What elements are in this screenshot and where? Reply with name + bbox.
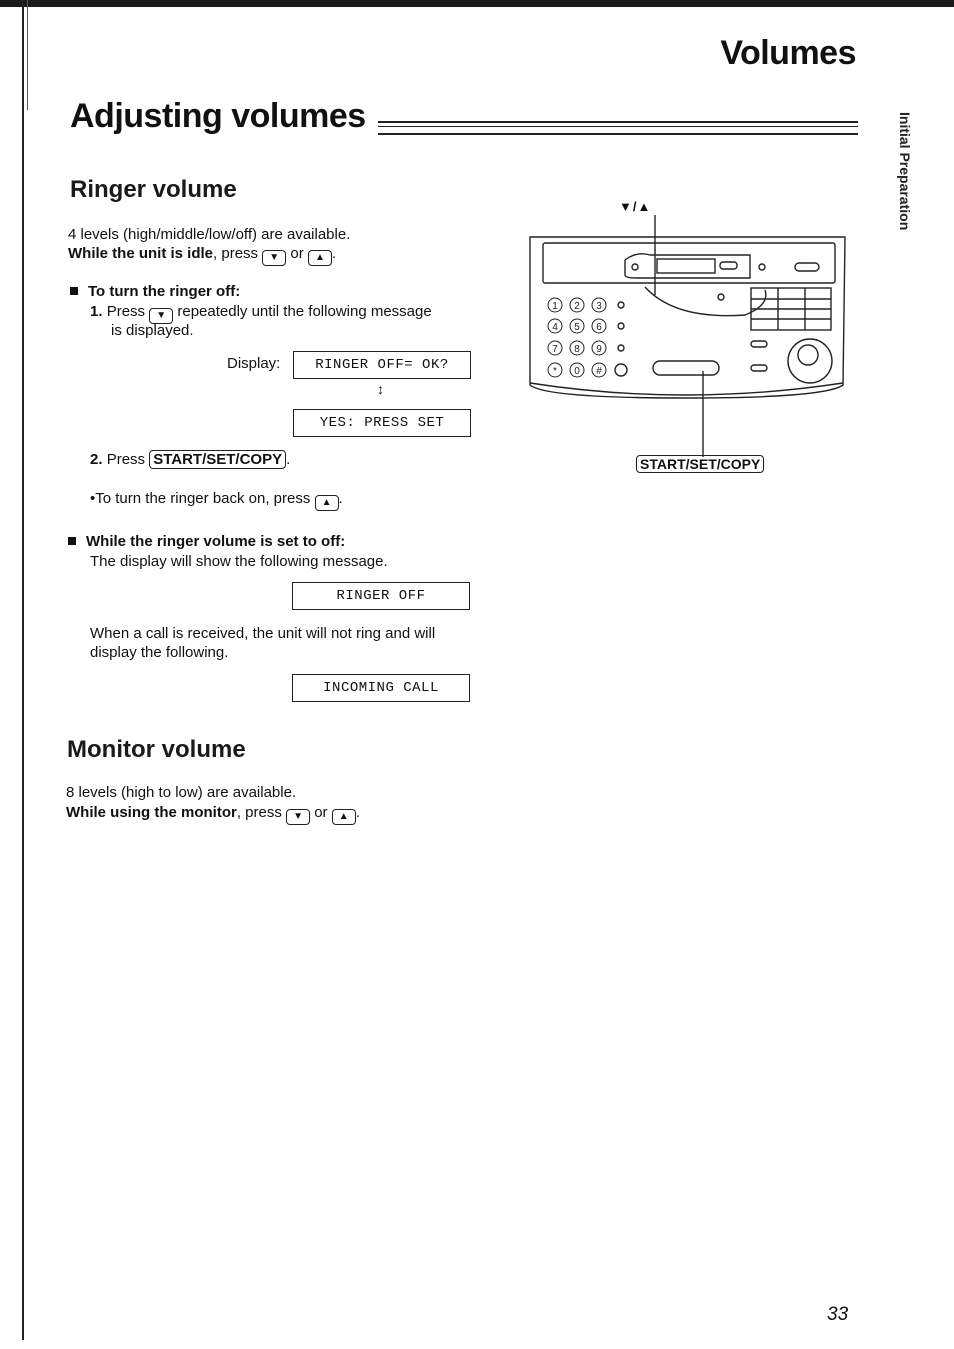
step1-num: 1.	[90, 303, 103, 320]
dial-key: 0	[574, 366, 580, 377]
up-key-icon: ▲	[315, 495, 339, 511]
lcd-yes-press-set: YES: PRESS SET	[293, 409, 471, 437]
or-text: or	[290, 245, 304, 262]
dial-key: 4	[552, 322, 558, 333]
ringer-heading: Ringer volume	[70, 176, 237, 203]
monitor-levels: 8 levels (high to low) are available.	[66, 784, 297, 801]
section-title: Volumes	[720, 34, 856, 72]
turn-off-heading	[70, 282, 240, 301]
step2-num: 2.	[90, 451, 103, 468]
dial-key: 8	[574, 344, 580, 355]
while-off-text: The display will show the following message.	[90, 553, 388, 570]
dial-key: *	[553, 366, 557, 377]
page-title: Adjusting volumes	[70, 97, 366, 135]
dial-key: 6	[596, 322, 602, 333]
fax-top-panel	[543, 243, 835, 283]
diagram-volume-keys-label: ▼/▲	[619, 199, 652, 214]
title-rule	[378, 121, 858, 135]
dial-key: 1	[552, 301, 558, 312]
monitor-or: or	[314, 804, 328, 821]
up-key-icon: ▲	[308, 250, 332, 266]
lcd-incoming-call: INCOMING CALL	[292, 674, 470, 702]
top-border	[0, 0, 954, 7]
down-key-icon: ▼	[286, 809, 310, 825]
lcd-window	[625, 254, 750, 278]
dial-key: 2	[574, 301, 580, 312]
dial-key: 5	[574, 322, 580, 333]
side-tab-label: Initial Preparation	[897, 112, 913, 231]
call-text-1: When a call is received, the unit will not ring and will	[90, 625, 436, 642]
start-set-copy-label: START/SET/COPY	[149, 450, 286, 469]
dial-keypad	[548, 298, 606, 377]
fax-machine-diagram	[525, 195, 855, 485]
dial-key: 7	[552, 344, 558, 355]
step1-rest: repeatedly until the following message	[177, 303, 432, 320]
dial-key: #	[596, 366, 602, 377]
square-bullet-icon	[68, 537, 76, 545]
ringer-idle-rest: , press	[213, 245, 259, 262]
lcd-ringer-off: RINGER OFF	[292, 582, 470, 610]
page-number: 33	[827, 1304, 849, 1325]
side-tab	[891, 112, 915, 252]
back-on-text: •To turn the ringer back on, press	[90, 490, 311, 507]
left-border-thin	[27, 0, 28, 110]
monitor-heading: Monitor volume	[67, 736, 246, 763]
diagram-start-label-text: START/SET/COPY	[636, 455, 764, 473]
monitor-using-bold: While using the monitor	[66, 804, 237, 821]
back-on-line: •To turn the ringer back on, press ▲ .	[90, 489, 343, 511]
turn-off-heading-text: To turn the ringer off:	[88, 283, 241, 300]
start-button-shape	[653, 361, 719, 375]
down-key-icon: ▼	[262, 250, 286, 266]
monitor-using-rest: , press	[236, 804, 282, 821]
while-off-heading-text: While the ringer volume is set to off:	[86, 533, 346, 550]
square-bullet-icon	[70, 287, 78, 295]
lcd-ringer-off-ok: RINGER OFF= OK?	[293, 351, 471, 379]
call-text-2: display the following.	[90, 644, 229, 661]
step1-cont: is displayed.	[111, 322, 194, 339]
step2-press: Press	[106, 451, 146, 468]
up-key-icon: ▲	[332, 809, 356, 825]
lcd-screen	[657, 259, 715, 273]
step2-line: 2. Press START/SET/COPY .	[90, 451, 291, 468]
step1-press: Press	[106, 303, 146, 320]
dial-key: 3	[596, 301, 602, 312]
ringer-levels: 4 levels (high/middle/low/off) are available.	[68, 226, 351, 243]
diagram-start-label	[636, 455, 764, 474]
display-label: Display:	[227, 355, 281, 372]
ringer-idle-bold: While the unit is idle	[68, 245, 214, 262]
monitor-using-line: While using the monitor, press ▼ or ▲ .	[66, 803, 360, 825]
dial-key: 9	[596, 344, 602, 355]
fax-front-edge	[530, 383, 843, 395]
arrow-updown-icon: ↕	[377, 381, 384, 397]
ringer-idle-line: While the unit is idle, press ▼ or ▲ .	[68, 244, 336, 266]
down-key-icon: ▼	[149, 308, 173, 324]
while-off-heading	[68, 532, 345, 551]
left-border	[22, 0, 24, 1340]
